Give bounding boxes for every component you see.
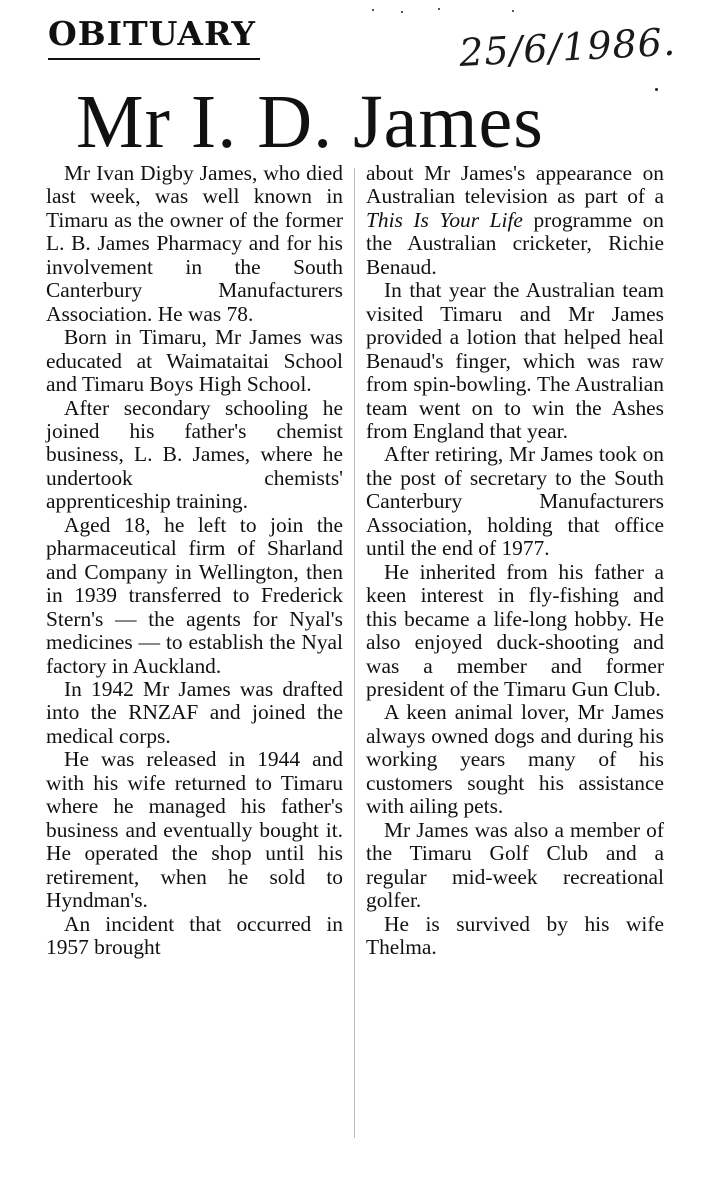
- section-label: OBITUARY: [48, 14, 256, 53]
- scan-speck: [438, 8, 440, 10]
- article-paragraph: He was released in 1944 and with his wife returned to Timaru where he managed his father's business and eventually bought it. He operated the shop until his retirement, when he sold to Hyndman's.: [46, 747, 343, 913]
- article-column-right: [366, 162, 664, 959]
- continuation-text: about Mr James's appearance on Australian television as part of a: [366, 161, 664, 209]
- article-paragraph: Mr Ivan Digby James, who died last week, was well known in Timaru as the owner of the former L. B. James Pharmacy and for his involvement in the South Canterbury Manufacturers Association. He was 78.: [46, 161, 343, 326]
- article-paragraph: Aged 18, he left to join the pharmaceutical firm of Sharland and Company in Wellington, then in 1939 transferred to Frederick Stern's — the agents for Nyal's medicines — to establish the Nyal factory in Auckland.: [46, 512, 343, 678]
- article-paragraph: In 1942 Mr James was drafted into the RNZAF and joined the medical corps.: [46, 676, 343, 748]
- article-paragraph: After secondary schooling he joined his father's chemist business, L. B. James, where he undertook chemists' apprenticeship training.: [46, 395, 343, 514]
- programme-title: This Is Your Life: [366, 207, 523, 232]
- section-label-underline: [48, 58, 260, 60]
- scan-speck: [512, 10, 514, 12]
- article-paragraph-continued: [366, 162, 664, 279]
- continuation-text: programme on the Australian cricketer, Richie Benaud.: [366, 207, 665, 279]
- article-paragraph: He inherited from his father a keen interest in fly-fishing and this became a life-long hobby. He also enjoyed duck-shooting and was a member and former president of the Timaru Gun Club.: [366, 559, 664, 701]
- scan-speck: [401, 11, 403, 13]
- article-paragraph: He is survived by his wife Thelma.: [366, 911, 664, 959]
- article-paragraph: Born in Timaru, Mr James was educated at Waimataitai School and Timaru Boys High School.: [46, 325, 343, 397]
- scan-speck: [655, 88, 658, 91]
- headline: Mr I. D. James: [76, 80, 544, 164]
- handwritten-date: 25/6/1986.: [458, 19, 677, 75]
- article-paragraph: An incident that occurred in 1957 brought: [46, 911, 343, 959]
- article-paragraph: In that year the Australian team visited Timaru and Mr James provided a lotion that helped heal Benaud's finger, which was raw from spin-bowling. The Australian team went on to win the Ashes from England that year.: [366, 278, 664, 443]
- article-column-left: [46, 162, 343, 959]
- article-paragraph: A keen animal lover, Mr James always owned dogs and during his working years many of his customers sought his assistance with ailing pets.: [366, 700, 664, 819]
- article-paragraph: Mr James was also a member of the Timaru Golf Club and a regular mid-week recreational golfer.: [366, 817, 664, 913]
- article-paragraph: After retiring, Mr James took on the post of secretary to the South Canterbury Manufacturers Association, holding that office until the end of 1977.: [366, 442, 664, 561]
- scan-speck: [372, 9, 374, 11]
- column-divider: [354, 168, 355, 1138]
